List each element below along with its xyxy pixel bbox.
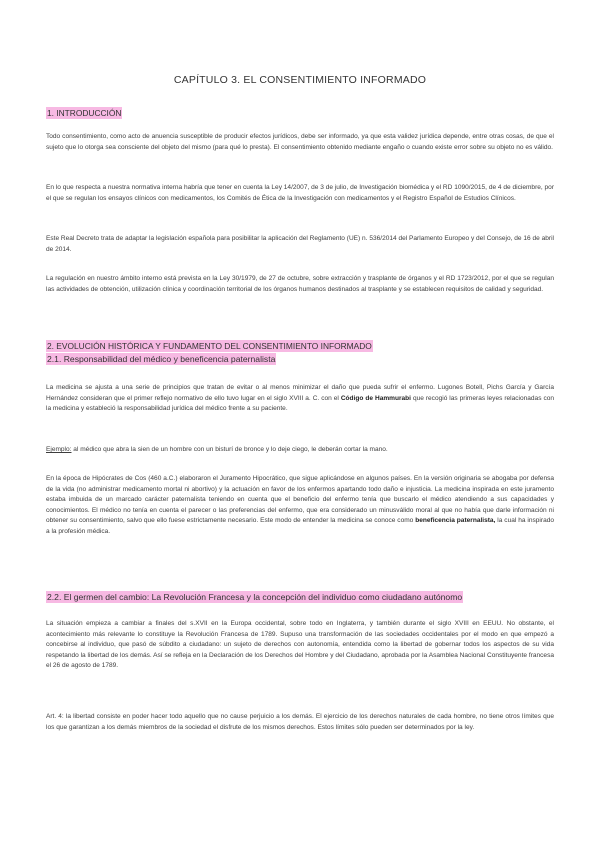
section-heading-evolucion [46,340,373,352]
section-heading-introduccion [46,107,122,119]
paragraph-intro-3: Este Real Decreto trata de adaptar la legislación española para posibilitar la aplicación del Reglamento (UE) n. 536/2014 del Parlamento Europeo y del Consejo, de 16 de abril de 2014. [46,235,554,253]
section-heading-text: 1. INTRODUCCIÓN [47,108,122,118]
paragraph-text: que recogió las primeras leyes relacionadas con la medicina y estableció la responsabilidad jurídica del médico frente a su paciente. [46,394,554,413]
paragraph-text: la cual ha inspirado a la profesión médica. [46,517,554,535]
subsection-heading-text: 2.2. El germen del cambio: La Revolución Francesa y la concepción del individuo como ciudadano autónomo [47,592,463,602]
paragraph-revolucion: La situación empieza a cambiar a finales del s.XVII en la Europa occidental, sobre todo en Inglaterra, y también durante el siglo XVIII en EEUU. No obstante, el acontecimiento más relevante lo constituye la Revolución Francesa de 1789. Supuso una transformación de las sociedades occidentales por el modo en que empezó a concebirse al individuo, que pasó de súbdito a ciudadano: un sujeto de derechos con autonomía, entendida como la libertad de gobernar todos los aspectos de su vida respetando la libertad de los demás. Así se refleja en la Declaración de los Derechos del Hombre y del Ciudadano, aprobada por la Asamblea Nacional Constituyente francesa el 26 de agosto de 1789. [46,620,554,670]
paragraph-hammurabi [46,383,554,415]
example-label: Ejemplo: [46,446,72,453]
paragraph-articulo-4: Art. 4: la libertad consiste en poder hacer todo aquello que no cause perjuicio a los demás. El ejercicio de los derechos naturales de cada hombre, no tiene otros límites que los que garantizan a los demás miembros de la sociedad el disfrute de los mismos derechos. Estos límites sólo pueden ser determinados por la ley. [46,713,554,731]
section-heading-text: 2. EVOLUCIÓN HISTÓRICA Y FUNDAMENTO DEL CONSENTIMIENTO INFORMADO [47,341,372,351]
subsection-heading-2-2 [46,591,554,603]
paragraph-example [46,445,554,456]
paragraph-intro-1: Todo consentimiento, como acto de anuencia susceptible de producir efectos jurídicos, debe ser informado, ya que esta validez jurídica depende, entre otras cosas, de que el sujeto que lo otorga sea consciente del objeto del mismo (para qué lo presta). El consentimiento obtenido mediante engaño o cuando existe error sobre su objeto no es válido. [46,133,554,151]
bold-term-beneficencia: beneficencia paternalista, [415,517,496,525]
subsection-heading-2-1 [46,353,276,365]
bold-term-hammurabi: Código de Hammurabi [340,394,411,402]
example-text: al médico que abra la sien de un hombre con un bisturí de bronce y lo deje ciego, le deberán cortar la mano. [71,446,388,453]
paragraph-text: La medicina se ajusta a una serie de principios que tratan de evitar o al menos minimizar el daño que pueda sufrir el enfermo. Lugones Botell, Pichs García y García Hernández consideran que el primer reflejo normativo de ello tuvo lugar en el siglo XVIII a. C. con el [46,384,554,402]
paragraph-intro-2: En lo que respecta a nuestra normativa interna habría que tener en cuenta la Ley 14/2007, de 3 de julio, de Investigación biomédica y el RD 1090/2015, de 4 de diciembre, por el que se regulan los ensayos clínicos con medicamentos, los Comités de Ética de la Investigación con medicamentos y el Registro Español de Estudios Clínicos. [46,184,554,202]
chapter-title: CAPÍTULO 3. EL CONSENTIMIENTO INFORMADO [173,74,427,86]
paragraph-text: En la época de Hipócrates de Cos (460 a.C.) elaboraron el Juramento Hipocrático, que sigue aplicándose en algunos países. En la versión originaria se abogaba por defensa de la vida (no administrar medicamento mortal ni abortivo) y la actuación en favor de los enfermos apartando todo daño e injusticia. La medicina inspirada en este juramento estaba imbuida de un marcado carácter paternalista teniendo en cuenta que el beneficio del enfermo tenía que buscarlo el médico atendiendo a sus capacidades y conocimientos. El médico no tenía en cuenta el parecer o las preferencias del enfermo, que era considerado un minusválido moral al que no había que darle información ni obtener su consentimiento, salvo que ello fuese estrictamente necesario. Este modo de entender la medicina se conoce como [46,475,554,525]
paragraph-intro-4: La regulación en nuestro ámbito interno está prevista en la Ley 30/1979, de 27 de octubre, sobre extracción y trasplante de órganos y el RD 1723/2012, por el que se regulan las actividades de obtención, utilización clínica y coordinación territorial de los órganos humanos destinados al trasplante y se establecen requisitos de calidad y seguridad. [46,275,554,293]
paragraph-hipocrates [46,474,554,538]
subsection-heading-text: 2.1. Responsabilidad del médico y beneficencia paternalista [47,354,276,364]
